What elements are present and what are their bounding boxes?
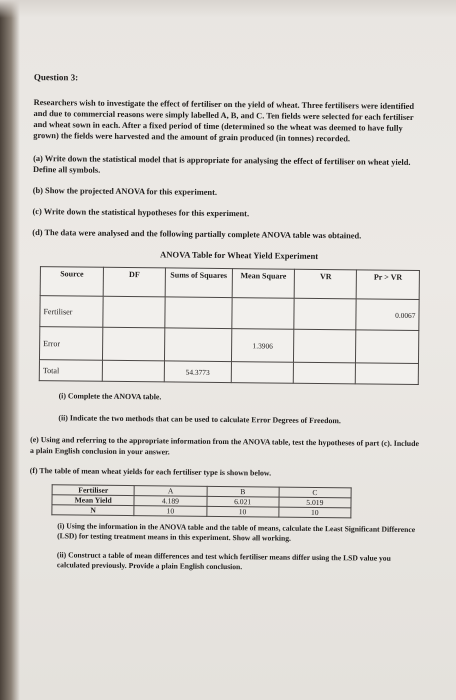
means-label-n: N — [52, 505, 134, 516]
means-label-mean: Mean Yield — [52, 495, 134, 506]
cell-vr — [294, 329, 356, 363]
means-value-b: 6.021 — [207, 496, 279, 507]
cell-ss — [164, 328, 231, 362]
part-d-i: (i) Complete the ANOVA table. — [58, 391, 162, 402]
part-f-ii: (ii) Construct a table of mean differences and test which fertiliser means differ using the LSD value you calculated previously. Provide a plain English conclusion. — [56, 550, 391, 572]
means-value-a: 4.189 — [134, 496, 206, 507]
cell-ms: 1.3906 — [231, 329, 294, 363]
cell-ss: 54.3773 — [164, 361, 231, 383]
header-source: Source — [40, 267, 103, 297]
means-n-c: 10 — [279, 507, 351, 518]
anova-header-row — [40, 267, 419, 300]
header-ms: Mean Square — [232, 269, 295, 299]
header-p: Pr > VR — [357, 270, 420, 300]
page-top-shadow — [0, 0, 456, 18]
cell-ms — [232, 298, 295, 330]
anova-row-error — [39, 327, 418, 364]
part-f-i: (i) Using the information in the ANOVA table and the table of means, calculate the Least Significant Difference (LSD) for testing treatment means in this experiment. Show all working. — [57, 521, 416, 543]
cell-p — [356, 330, 419, 364]
part-d: (d) The data were analysed and the following partially complete ANOVA table was obtained. — [32, 227, 362, 241]
part-a: (a) Write down the statistical model that is appropriate for analysing the effect of fertiliser on wheat yield. Define all symbols. — [32, 153, 411, 175]
part-c: (c) Write down the statistical hypotheses for this experiment. — [32, 206, 250, 219]
cell-ss — [165, 297, 232, 329]
means-name-a: A — [134, 486, 206, 497]
part-d-subparts — [58, 390, 422, 427]
part-e: (e) Using and referring to the appropriate information from the ANOVA table, test the hypotheses of part (c). Include a plain English conclusion in your answer. — [29, 434, 419, 457]
part-f: (f) The table of mean wheat yields for each fertiliser type is shown below. — [29, 465, 272, 478]
part-d-ii: (ii) Indicate the two methods that can be used to calculate Error Degrees of Freedom. — [58, 413, 341, 426]
cell-df — [103, 296, 165, 328]
header-df: DF — [103, 267, 165, 297]
means-n-b: 10 — [206, 506, 278, 517]
means-table — [51, 484, 351, 518]
cell-vr — [294, 298, 356, 330]
cell-df — [102, 360, 164, 382]
anova-row-total — [39, 360, 418, 385]
cell-p: 0.0067 — [356, 299, 419, 331]
anova-row-fertiliser — [40, 296, 419, 331]
cell-vr — [294, 362, 356, 384]
header-vr: VR — [295, 269, 357, 299]
question-title: Question 3: — [33, 72, 79, 83]
means-label-fertiliser: Fertiliser — [52, 485, 134, 496]
question-content — [29, 72, 426, 583]
part-f-subparts — [57, 521, 421, 574]
means-name-b: B — [207, 486, 279, 497]
cell-ms — [231, 362, 294, 384]
cell-source: Error — [39, 327, 102, 361]
cell-source: Total — [39, 360, 102, 382]
cell-df — [103, 327, 165, 361]
part-b: (b) Show the projected ANOVA for this experiment. — [32, 185, 218, 197]
means-name-c: C — [279, 487, 351, 498]
cell-source: Fertiliser — [40, 296, 103, 328]
means-value-c: 5.019 — [279, 497, 351, 508]
anova-table — [39, 266, 420, 385]
question-intro: Researchers wish to investigate the effect of fertiliser on the yield of wheat. Three fertilisers were identified and due to commercial reasons were simply labelled A, B, and C. Ten fields were selected for each fertiliser and wheat sown in each. After a fixed period of time (determined so the wheat was deemed to have fully grown) the fields were harvested and the amount of grain produced (in tonnes) recorded. — [33, 97, 415, 144]
page-edge-shadow — [0, 0, 20, 700]
header-ss: Sums of Squares — [165, 268, 232, 298]
anova-table-title: ANOVA Table for Wheat Yield Experiment — [159, 249, 319, 261]
means-n-a: 10 — [134, 506, 206, 517]
cell-p — [356, 363, 419, 385]
